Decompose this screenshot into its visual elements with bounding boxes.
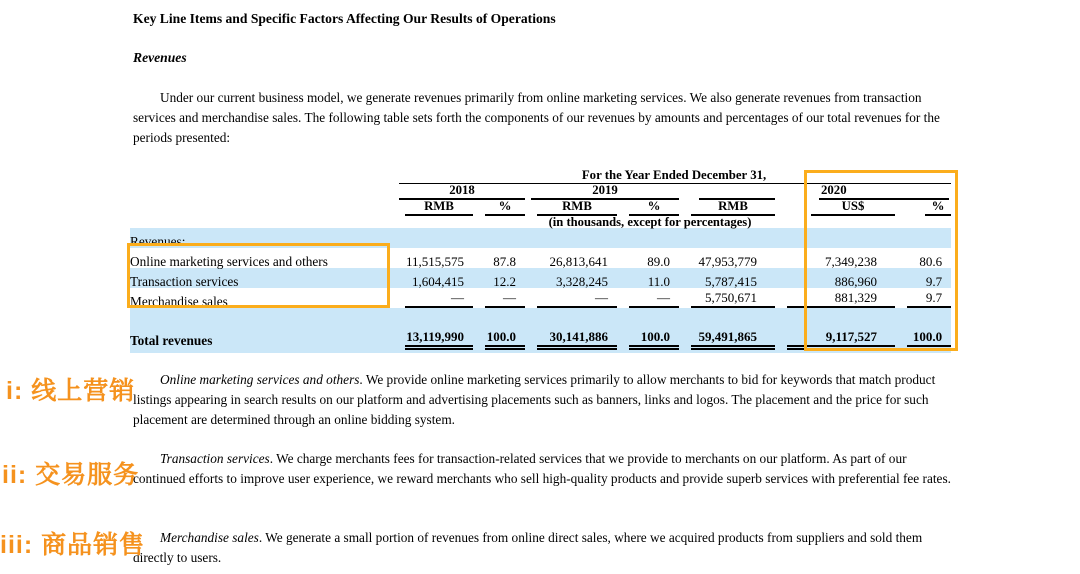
cell: 881,329 xyxy=(775,288,895,308)
empty-cell xyxy=(130,167,393,184)
row-label: Merchandise sales xyxy=(130,293,228,309)
row-label: Online marketing services and others xyxy=(130,253,328,269)
cell: 80.6 xyxy=(919,254,943,270)
cell: 1,604,415 xyxy=(412,274,464,290)
paragraph-transaction-services xyxy=(133,449,951,489)
cell: 11,515,575 xyxy=(405,254,464,270)
paragraph-lead: Online marketing services and others xyxy=(160,372,360,387)
cell: — xyxy=(393,288,473,308)
table-title: For the Year Ended December 31, xyxy=(399,169,951,184)
cell: 26,813,641 xyxy=(549,254,608,270)
cell: 100.0 xyxy=(895,324,951,353)
year-header-2019: 2019 xyxy=(525,184,679,200)
cell: 7,349,238 xyxy=(825,254,877,270)
subsection-heading-revenues: Revenues xyxy=(133,50,187,65)
cell: — xyxy=(617,288,679,308)
cell: 886,960 xyxy=(834,274,877,290)
paragraph-text: . We generate a small portion of revenues from online direct sales, where we acquired products from suppliers and sold them directly to users. xyxy=(133,530,923,565)
highlight-box-2020-columns xyxy=(804,170,958,351)
col-header-pct-2019: % xyxy=(617,200,679,216)
annotation-transaction-services: ii: 交易服务 xyxy=(2,461,140,489)
paragraph-merchandise-sales xyxy=(133,528,951,568)
section-heading: Key Line Items and Specific Factors Affecting Our Results of Operations xyxy=(133,11,556,26)
cell: 12.2 xyxy=(493,274,516,290)
annotation-merchandise-sales: iii: 商品销售 xyxy=(0,531,146,559)
empty-cell xyxy=(130,200,393,216)
col-header-usd-2020: US$ xyxy=(775,200,895,216)
intro-paragraph: Under our current business model, we generate revenues primarily from online marketing services. We also generate revenues from transaction services and merchandise sales. The following table sets forth the components of our revenues by amounts and percentages of our total revenues for the periods presented: xyxy=(133,90,940,145)
paragraph-lead: Transaction services xyxy=(160,451,270,466)
cell: 3,328,245 xyxy=(556,274,608,290)
col-header-rmb-2018: RMB xyxy=(393,200,473,216)
total-label: Total revenues xyxy=(130,332,213,348)
cell: 47,953,779 xyxy=(698,254,757,270)
annotation-online-marketing: i: 线上营销 xyxy=(6,377,136,405)
row-label: Transaction services xyxy=(130,273,239,289)
cell: 9.7 xyxy=(895,288,951,308)
section-label: Revenues: xyxy=(130,233,186,249)
year-underline-segment xyxy=(679,184,775,200)
cell: 100.0 xyxy=(473,324,525,353)
cell: 13,119,990 xyxy=(393,324,473,353)
cell: 87.8 xyxy=(493,254,516,270)
paragraph-text: . We charge merchants fees for transaction-related services that we provide to merchants on our platform. As part of our continued efforts to improve user experience, we reward merchants who sell high-quality products and provide superb services with preferential fee rates. xyxy=(133,451,951,486)
unit-note: (in thousands, except for percentages) xyxy=(548,214,752,229)
cell: 59,491,865 xyxy=(679,324,775,353)
cell: 5,750,671 xyxy=(679,288,775,308)
col-header-rmb-2019: RMB xyxy=(525,200,617,216)
year-header-2020: 2020 xyxy=(775,184,951,200)
paragraph-text: . We provide online marketing services primarily to allow merchants to bid for keywords that match product listings appearing in search results on our platform and advertising placements such as banners, links and logos. The placement and the price for such placement are determined through an online bidding system. xyxy=(133,372,936,427)
paragraph-online-marketing xyxy=(133,370,951,429)
col-header-pct-2020: % xyxy=(895,200,951,216)
cell: 89.0 xyxy=(647,254,670,270)
cell: 9.7 xyxy=(925,274,943,290)
empty-cell xyxy=(130,184,393,200)
cell: 30,141,886 xyxy=(525,324,617,353)
col-header-rmb-2020: RMB xyxy=(679,200,775,216)
empty-cell xyxy=(473,216,525,229)
empty-cell xyxy=(393,216,473,229)
cell: 100.0 xyxy=(617,324,679,353)
cell: — xyxy=(473,288,525,308)
cell: — xyxy=(525,288,617,308)
paragraph-lead: Merchandise sales xyxy=(160,530,259,545)
cell: 5,787,415 xyxy=(705,274,757,290)
year-header-2018: 2018 xyxy=(393,184,525,200)
col-header-pct-2018: % xyxy=(473,200,525,216)
cell: 9,117,527 xyxy=(775,324,895,353)
cell: 11.0 xyxy=(647,274,670,290)
highlight-box-revenue-lines xyxy=(127,243,390,308)
empty-cell xyxy=(130,216,393,229)
